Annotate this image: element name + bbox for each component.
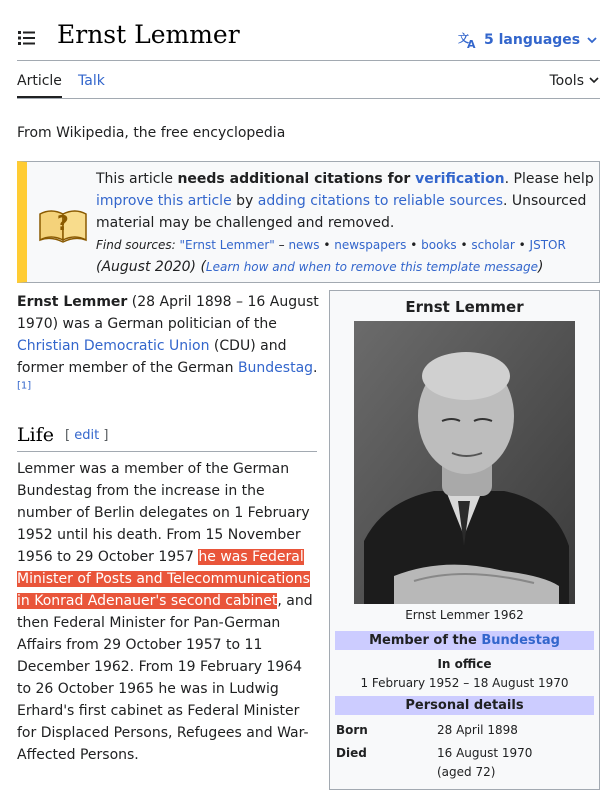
notice-text: This article — [96, 171, 178, 187]
member-header — [335, 631, 594, 650]
lead-text: (28 April 1898 – 16 August 1970) was a German politician of the — [17, 294, 319, 332]
infobox-title: Ernst Lemmer — [405, 298, 524, 316]
in-office-label: In office — [437, 657, 492, 671]
source-scholar-link[interactable]: scholar — [471, 238, 515, 252]
infobox — [329, 290, 600, 790]
toc-list-icon[interactable] — [17, 29, 37, 47]
source-newspapers-link[interactable]: newspapers — [334, 238, 407, 252]
section-heading — [17, 420, 317, 452]
section-title: Life — [17, 424, 54, 446]
verification-link[interactable]: verification — [415, 171, 505, 187]
notice-text: . Please help — [504, 171, 594, 187]
separator: – — [274, 238, 289, 252]
photo-caption: Ernst Lemmer 1962 — [405, 608, 524, 622]
died-label: Died — [336, 746, 367, 760]
notice-text: ( — [196, 259, 206, 275]
member-prefix: Member of the — [369, 633, 482, 648]
born-label: Born — [336, 723, 368, 737]
separator: • — [406, 238, 422, 252]
notice-text: . Unsourced material may be challenged and removed. — [96, 193, 587, 231]
life-paragraph — [17, 458, 319, 766]
edit-section-link[interactable]: edit — [74, 428, 100, 443]
svg-text:A: A — [467, 38, 476, 49]
page-title: Ernst Lemmer — [57, 20, 240, 49]
citation-notice — [17, 161, 600, 283]
bracket: [ — [65, 428, 75, 443]
source-jstor-link[interactable]: JSTOR — [529, 238, 566, 252]
chevron-down-icon — [586, 35, 598, 45]
bracket: ] — [99, 428, 109, 443]
adding-citations-link[interactable]: adding citations to reliable sources — [257, 193, 503, 209]
subject-name: Ernst Lemmer — [17, 294, 128, 310]
reference-link[interactable]: [1] — [17, 380, 32, 392]
header-divider — [17, 60, 600, 61]
find-query-link[interactable]: "Ernst Lemmer" — [179, 238, 275, 252]
learn-remove-link[interactable]: Learn how and when to remove this template message — [205, 260, 539, 274]
died-value — [437, 744, 587, 782]
citation-notice-text — [96, 168, 596, 278]
personal-details-header: Personal details — [335, 696, 594, 715]
translate-icon — [458, 31, 478, 49]
chevron-down-icon — [588, 73, 600, 89]
tab-talk[interactable]: Talk — [78, 73, 105, 89]
cdu-link[interactable]: Christian Democratic Union — [17, 338, 210, 354]
notice-text: ) — [538, 259, 544, 275]
term-dates: 1 February 1952 – 18 August 1970 — [360, 676, 569, 690]
separator: • — [319, 238, 335, 252]
svg-text:?: ? — [57, 211, 69, 235]
notice-date: (August 2020) — [96, 259, 196, 275]
died-age: (aged 72) — [437, 765, 496, 779]
languages-label: 5 languages — [484, 32, 581, 48]
born-value: 28 April 1898 — [437, 723, 518, 737]
page-header — [0, 0, 612, 60]
separator: • — [456, 238, 472, 252]
tab-article[interactable]: Article — [17, 73, 62, 89]
lead-text: (CDU) and former member of the German — [17, 338, 287, 376]
infobox-bundestag-link[interactable]: Bundestag — [481, 633, 560, 648]
separator: • — [514, 238, 530, 252]
portrait-photo[interactable] — [354, 321, 575, 604]
notice-bold: needs additional citations for — [177, 171, 416, 187]
language-button[interactable] — [458, 29, 598, 51]
tabs-divider — [17, 98, 600, 99]
lead-text: . — [313, 360, 318, 376]
section-edit — [65, 428, 108, 443]
source-news-link[interactable]: news — [288, 238, 320, 252]
notice-text: by — [231, 193, 258, 209]
died-date: 16 August 1970 — [437, 746, 533, 760]
body-text: , and then Federal Minister for Pan-German Affairs from 29 October 1957 to 11 December 1962. From 19 February 1964 to 26 October 1965 he was in Ludwig Erhard's first cabinet as Federal Minister for Displaced Persons, Refugees and War-Affected Persons. — [17, 593, 313, 763]
source-books-link[interactable]: books — [421, 238, 457, 252]
improve-article-link[interactable]: improve this article — [96, 193, 232, 209]
svg-text:文: 文 — [458, 32, 469, 45]
page-tabs — [17, 70, 600, 99]
tools-menu[interactable] — [550, 73, 601, 89]
find-sources-label: Find sources: — [96, 238, 176, 252]
site-tagline: From Wikipedia, the free encyclopedia — [17, 125, 286, 141]
tools-label: Tools — [549, 73, 584, 89]
body-text: Lemmer was a member of the German Bundestag from the increase in the number of Berlin delegates on 1 February 1952 until his death. From 15 November 1956 to 29 October 1957 — [17, 461, 310, 565]
open-book-question-icon — [37, 200, 89, 244]
lead-paragraph — [17, 291, 319, 401]
highlighted-text: he was Federal Minister of Posts and Telecommunications in Konrad Adenauer's second cabinet — [17, 549, 310, 609]
bundestag-link[interactable]: Bundestag — [237, 360, 314, 376]
